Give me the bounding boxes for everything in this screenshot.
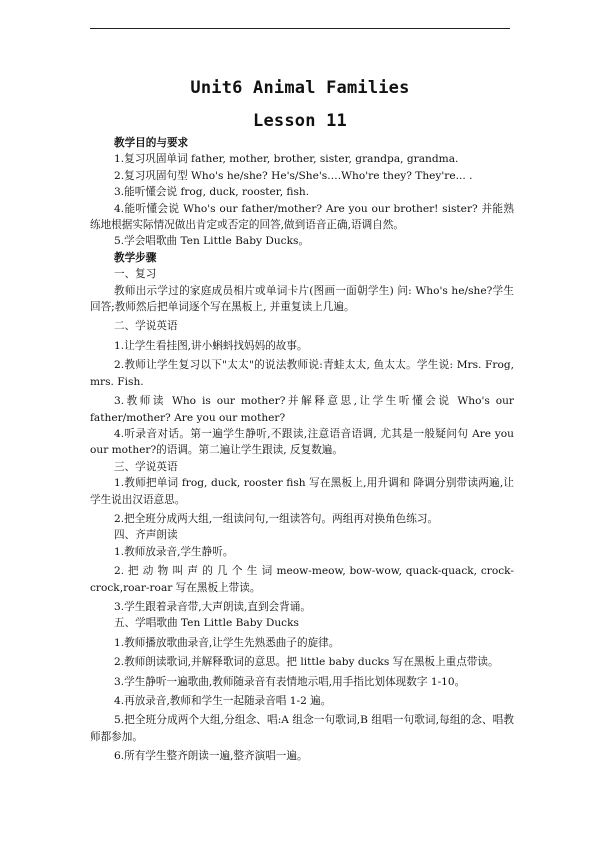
- objective-item: 2.复习巩固句型 Who's he/she? He's/She's.…Who're they? They're... .: [114, 169, 473, 182]
- section-title: 二、学说英语: [114, 320, 178, 333]
- section-paragraph: 2.教师让学生复习以下"太太"的说法教师说:青蛙太太, 鱼太太。学生说: Mrs. Frog, mrs. Fish.: [90, 359, 514, 388]
- section-paragraph: 3.学生静听一遍歌曲,教师随录音有表情地示唱,用手指比划体现数字 1-10。: [114, 675, 466, 688]
- section-paragraph: 5.把全班分成两个大组,分组念、唱:A 组念一句歌词,B 组唱一句歌词,每组的念、唱教师都参加。: [90, 714, 514, 743]
- section-paragraph: 2. 把 动 物 叫 声 的 几 个 生 词 meow-meow, bow-wow, quack-quack, crock-crock,roar-roar 写在黑板上带读。: [90, 565, 514, 594]
- section-paragraph: 1.让学生看挂图,讲小蝌蚪找妈妈的故事。: [114, 339, 308, 352]
- steps-heading: 教学步骤: [114, 251, 157, 264]
- objective-item: 4.能听懂会说 Who's our father/mother? Are you our brother! sister? 并能熟练地根据实际情况做出肯定或否定的回答,做到语音正确,语调自然。: [90, 202, 514, 232]
- header-rule: [90, 28, 510, 29]
- unit-title: Unit6 Animal Families: [190, 78, 410, 98]
- section-paragraph: 2.教师朗读歌词,并解释歌词的意思。把 little baby ducks 写在黑板上重点带读。: [114, 656, 499, 669]
- section-paragraph: 教师出示学过的家庭成员相片或单词卡片(图画一面朝学生) 问: Who's he/she?学生回答;教师然后把单词逐个写在黑板上, 并重复读上几遍。: [90, 284, 514, 314]
- section-paragraph: 1.教师放录音,学生静听。: [114, 545, 234, 558]
- section-paragraph: 4.再放录音,教师和学生一起随录音唱 1-2 遍。: [114, 695, 332, 707]
- objectives-heading: 教学目的与要求: [114, 137, 189, 149]
- section-paragraph: 1.教师把单词 frog, duck, rooster fish 写在黑板上,用升调和 降调分别带读两遍,让学生说出汉语意思。: [90, 477, 514, 506]
- section-title: 五、学唱歌曲 Ten Little Baby Ducks: [114, 617, 299, 630]
- section-paragraph: 1.教师播放歌曲录音,让学生先熟悉曲子的旋律。: [114, 636, 340, 649]
- lesson-title: Lesson 11: [253, 111, 347, 131]
- section-paragraph: 2.把全班分成两大组,一组读问句,一组读答句。两组再对换角色练习。: [114, 512, 439, 525]
- section-title: 三、学说英语: [114, 460, 178, 473]
- objective-item: 1.复习巩固单词 father, mother, brother, sister, grandpa, grandma.: [114, 153, 459, 166]
- section-paragraph: 3.教师读 Who is our mother?并解释意思,让学生听懂会说 Who's our father/mother? Are you our mother?: [90, 395, 514, 424]
- lesson-body: [90, 135, 514, 765]
- section-paragraph: 6.所有学生整齐朗读一遍,整齐演唱一遍。: [114, 750, 308, 763]
- objective-item: 5.学会唱歌曲 Ten Little Baby Ducks。: [114, 235, 310, 248]
- objective-item: 3.能听懂会说 frog, duck, rooster, fish.: [114, 186, 310, 199]
- section-title: 四、齐声朗读: [114, 529, 178, 542]
- section-paragraph: 3.学生跟着录音带,大声朗读,直到会背诵。: [114, 600, 311, 613]
- section-paragraph: 4.听录音对话。第一遍学生静听,不跟读,注意语音语调, 尤其是一般疑问句 Are you our mother?的语调。第二遍让学生跟读, 反复数遍。: [90, 427, 514, 457]
- section-title: 一、复习: [114, 268, 157, 281]
